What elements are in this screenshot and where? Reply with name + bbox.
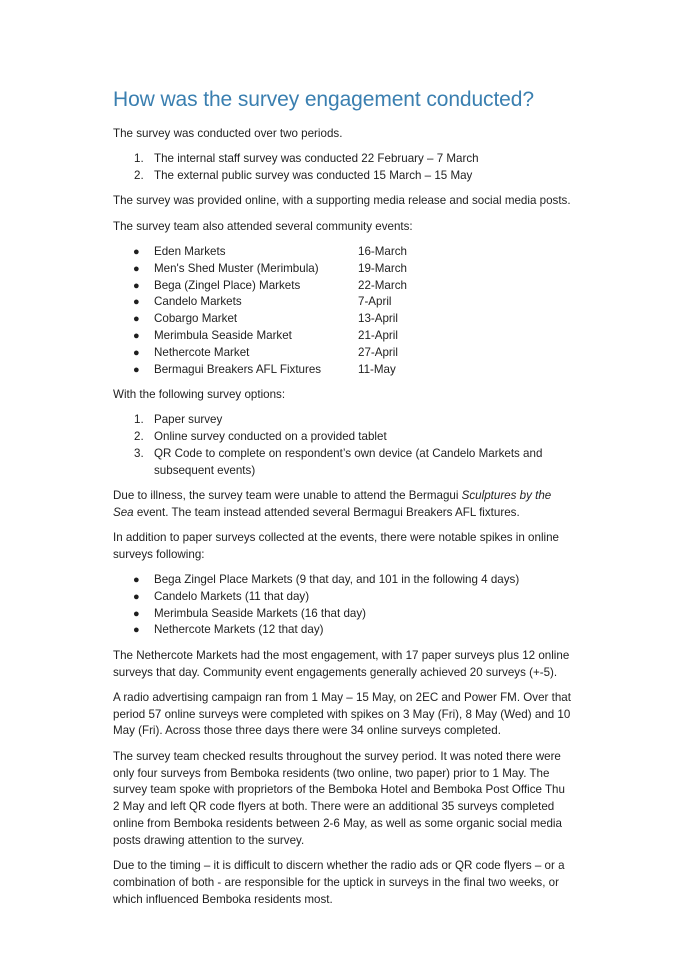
events-intro: The survey team also attended several community events: [113,219,413,233]
bullet-icon: ● [133,279,140,292]
events-list [113,244,573,378]
radio-paragraph: A radio advertising campaign ran from 1 May – 15 May, on 2EC and Power FM. Over that period 57 online surveys were completed with spikes on 3 May (Fri), 8 May (Wed) and 10 May (Fri). Across those three days there were 34 online surveys completed. [113,690,571,738]
bullet-icon: ● [133,624,140,637]
list-item: 2. Online survey conducted on a provided tablet [134,429,387,443]
list-item: ● Candelo Markets (11 that day) [113,589,573,606]
list-item: 3. QR Code to complete on respondent’s own device (at Candelo Markets and subsequent events) [134,446,543,477]
periods-list [113,151,573,185]
list-item: ● Men's Shed Muster (Merimbula) 19-March [113,261,573,278]
illness-paragraph: Due to illness, the survey team were unable to attend the Bermagui Sculptures by the Sea event. The team instead attended several Bermagui Breakers AFL fixtures. [113,488,552,519]
intro-paragraph: The survey was conducted over two periods. [113,127,343,140]
list-item: 2. The external public survey was conducted 15 March – 15 May [134,169,473,183]
bullet-icon: ● [133,607,140,620]
page-title: How was the survey engagement conducted? [113,88,534,111]
document-body [113,126,573,917]
list-item: ● Cobargo Market 13-April [113,311,573,328]
bullet-icon: ● [133,590,140,603]
spikes-list [113,572,573,639]
options-intro: With the following survey options: [113,387,286,401]
bullet-icon: ● [133,296,140,309]
list-item: ● Nethercote Market 27-April [113,345,573,362]
bullet-icon: ● [133,346,140,359]
list-item: ● Bermagui Breakers AFL Fixtures 11-May [113,362,573,379]
bullet-icon: ● [133,262,140,275]
bullet-icon: ● [133,245,140,258]
list-item: ● Bega Zingel Place Markets (9 that day, and 101 in the following 4 days) [113,572,573,589]
nethercote-paragraph: The Nethercote Markets had the most engagement, with 17 paper surveys plus 12 online surveys that day. Community event engagements generally achieved 20 surveys (+-5). [113,648,570,679]
bullet-icon: ● [133,363,140,376]
spikes-intro: In addition to paper surveys collected at the events, there were notable spikes in online surveys following: [113,530,559,561]
list-item: ● Eden Markets 16-March [113,244,573,261]
timing-paragraph: Due to the timing – it is difficult to discern whether the radio ads or QR code flyers – or a combination of both - are responsible for the uptick in surveys in the final two weeks, or which influenced Bemboka residents most. [113,858,565,906]
list-item: 1. The internal staff survey was conducted 22 February – 7 March [134,152,479,166]
list-item: ● Merimbula Seaside Market 21-April [113,328,573,345]
list-item: 1. Paper survey [134,413,223,427]
bemboka-paragraph: The survey team checked results throughout the survey period. It was noted there were only four surveys from Bemboka residents (two online, two paper) prior to 1 May. The survey team spoke with proprietors of the Bemboka Hotel and Bemboka Post Office Thu 2 May and left QR code flyers at both. There were an additional 35 surveys completed online from Bemboka residents between 2-6 May, as well as some organic social media posts drawing attention to the survey. [113,749,565,847]
list-item: ● Merimbula Seaside Markets (16 that day) [113,606,573,623]
bullet-icon: ● [133,574,140,587]
bullet-icon: ● [133,329,140,342]
bullet-icon: ● [133,313,140,326]
list-item: ● Nethercote Markets (12 that day) [113,622,573,639]
online-paragraph: The survey was provided online, with a supporting media release and social media posts. [113,194,571,208]
list-item: ● Bega (Zingel Place) Markets 22-March [113,278,573,295]
list-item: ● Candelo Markets 7-April [113,294,573,311]
options-list [113,412,573,479]
